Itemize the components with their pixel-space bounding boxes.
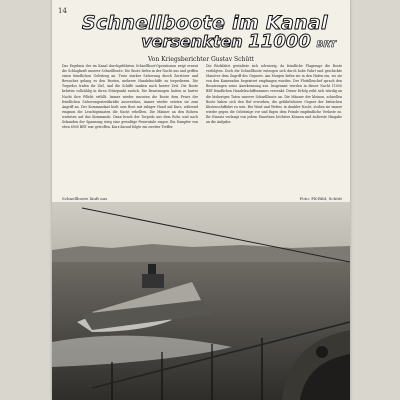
byline: Von Kriegsberichter Gustav Schütt <box>147 56 255 63</box>
magazine-page <box>52 0 350 400</box>
headline-unit: BRT <box>316 40 336 50</box>
photo-caption: Schnellboote läuft aus <box>62 196 108 201</box>
page-number: 14 <box>58 7 67 15</box>
headline-line-1: Schnellboote im Kanal <box>82 12 328 34</box>
article-column-1: Das Ergebnis der im Kanal durchgeführten Schnellboot-Operationen zeigt erneut die Schlagkraft unserer Schnellboote. Die Boote liefen in der Nacht aus und griffen einen feindlichen Geleitzug an. Trotz starker Sicherung durch Zerstörer und Bewacher gelang es den Booten, mehrere Handelsschiffe zu torpedieren. Die Torpedos trafen ihr Ziel, und die Schiffe sanken nach kurzer Zeit. Die Boote kehrten vollzählig in ihren Stützpunkt zurück. Die Besatzungen hatten in harter Nacht ihre Pflicht erfüllt. Immer wieder mussten die Boote dem Feuer der feindlichen Sicherungsstreitkräfte ausweichen, immer wieder setzten sie zum Angriff an. Der Kommandant hielt sein Boot mit ruhiger Hand auf Kurs, während ringsum die Leuchtgranaten die Nacht erhellten. Die Männer an den Rohren warteten auf das Kommando. Dann brach der Torpedo aus dem Rohr, und nach Sekunden der Spannung stieg eine gewaltige Feuersäule empor. Ein Dampfer von etwa 6000 BRT war getroffen. Kurz darauf folgte ein zweiter Treffer. <box>62 64 198 130</box>
article-body <box>62 64 342 196</box>
photo-credit: Foto: PK-Bild, Schütt <box>299 196 342 201</box>
headline <box>82 12 342 52</box>
headline-tonnage: 11000 <box>248 31 311 52</box>
photo-speedboat <box>52 202 350 400</box>
photo-image <box>52 202 350 400</box>
headline-verb: versenkten <box>141 32 243 51</box>
article-column-2: Die Rückfahrt gestaltete sich schwierig, da feindliche Flugzeuge die Boote verfolgten. Doch die Schnellboote entzogen sich durch hohe Fahrt und geschickte Manöver dem Zugriff des Gegners. Am Morgen liefen sie in den Hafen ein, wo sie von den Kameraden begeistert empfangen wurden. Der Flottillenchef sprach den Besatzungen seine Anerkennung aus. Insgesamt wurden in dieser Nacht 11000 BRT feindlichen Handelsschiffsraumes versenkt. Dieser Erfolg reiht sich würdig an die bisherigen Taten unserer Schnellboote an. Die Männer der kleinen, schnellen Boote haben sich den Ruf erworben, die gefährlichsten Gegner der britischen Küstenschiffahrt zu sein. Bei Wind und Wetter, in dunkler Nacht, stoßen sie immer wieder gegen die Geleitzüge vor und fügen dem Feinde empfindliche Verluste zu. Ihr Einsatz verlangt von jedem Einzelnen höchstes Können und äußerste Hingabe an die Aufgabe. <box>206 64 342 125</box>
headline-line-2 <box>141 31 336 52</box>
photo-caption-row <box>62 196 342 201</box>
